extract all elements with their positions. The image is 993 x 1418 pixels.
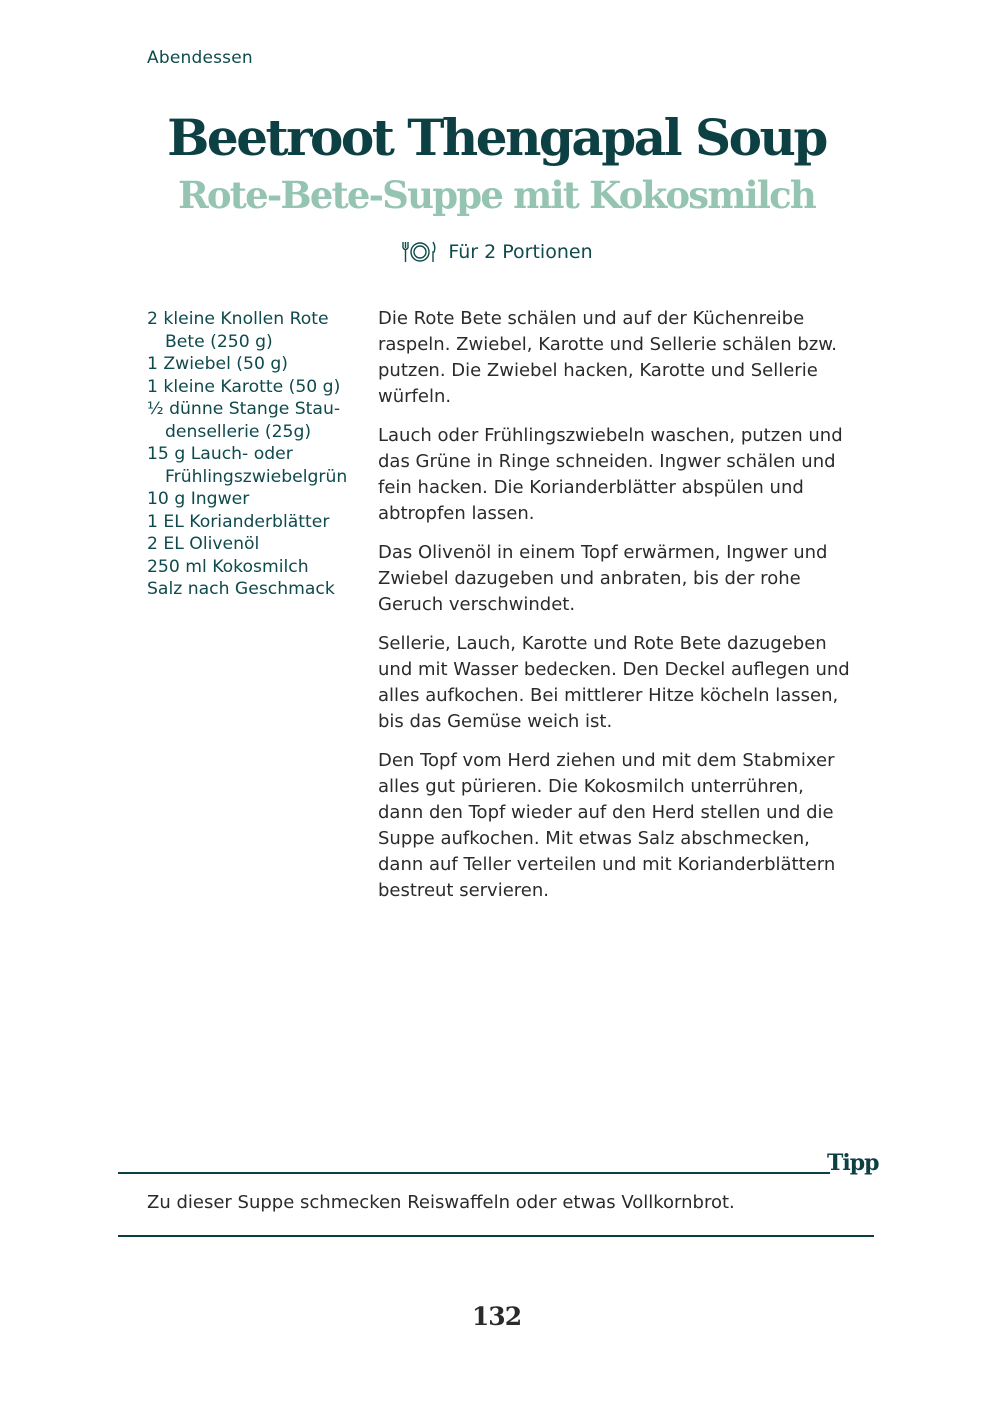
ingredient-item: 1 EL Korianderblätter bbox=[147, 511, 330, 532]
ingredient-list bbox=[147, 308, 352, 601]
ingredient-item: Salz nach Geschmack bbox=[147, 579, 335, 599]
instruction-step: Sellerie, Lauch, Karotte und Rote Bete dazugeben und mit Wasser bedecken. Den Deckel auflegen und alles aufkochen. Bei mittlerer Hitze köcheln lassen, bis das Gemüse weich ist. bbox=[378, 633, 850, 732]
ingredient-item: 250 ml Kokosmilch bbox=[147, 556, 309, 577]
recipe-title: Beetroot Thengapal Soup bbox=[167, 108, 826, 167]
tip-text: Zu dieser Suppe schmecken Reiswaffeln oder etwas Vollkornbrot. bbox=[147, 1192, 735, 1213]
instruction-step: Die Rote Bete schälen und auf der Küchenreibe raspeln. Zwiebel, Karotte und Sellerie schälen bzw. putzen. Die Zwiebel hacken, Karotte und Sellerie würfeln. bbox=[378, 308, 837, 407]
servings-info bbox=[0, 240, 993, 264]
instruction-step: Das Olivenöl in einem Topf erwärmen, Ingwer und Zwiebel dazugeben und anbraten, bis der rohe Geruch verschwindet. bbox=[378, 542, 828, 615]
ingredient-item: 2 kleine Knollen Rote Bete (250 g) bbox=[147, 309, 329, 352]
tip-label: Tipp bbox=[827, 1150, 879, 1176]
ingredient-item: ½ dünne Stange Staudensellerie (25g) bbox=[147, 399, 341, 442]
tip-divider-top bbox=[118, 1172, 830, 1174]
section-label: Abendessen bbox=[147, 48, 253, 68]
instruction-step: Den Topf vom Herd ziehen und mit dem Stabmixer alles gut pürieren. Die Kokosmilch unterrühren, dann den Topf wieder auf den Herd stellen und die Suppe aufkochen. Mit etwas Salz abschmecken, dann auf Teller verteilen und mit Korianderblättern bestreut servieren. bbox=[378, 750, 836, 901]
servings-text: Für 2 Portionen bbox=[448, 241, 593, 263]
ingredient-item: 10 g Ingwer bbox=[147, 489, 250, 509]
tip-divider-bottom bbox=[118, 1235, 874, 1237]
page-number: 132 bbox=[471, 1302, 522, 1331]
instructions bbox=[378, 306, 853, 917]
plate-cutlery-icon bbox=[400, 240, 438, 264]
recipe-subtitle: Rote-Bete-Suppe mit Kokosmilch bbox=[177, 173, 816, 217]
ingredient-item: 2 EL Olivenöl bbox=[147, 534, 260, 554]
instruction-step: Lauch oder Frühlingszwiebeln waschen, putzen und das Grüne in Ringe schneiden. Ingwer schälen und fein hacken. Die Korianderblätter abspülen und abtropfen lassen. bbox=[378, 425, 843, 524]
ingredient-item: 1 kleine Karotte (50 g) bbox=[147, 376, 341, 397]
ingredient-item: 1 Zwiebel (50 g) bbox=[147, 354, 288, 374]
ingredient-item: 15 g Lauch- oder Frühlingszwiebelgrün bbox=[147, 444, 348, 487]
